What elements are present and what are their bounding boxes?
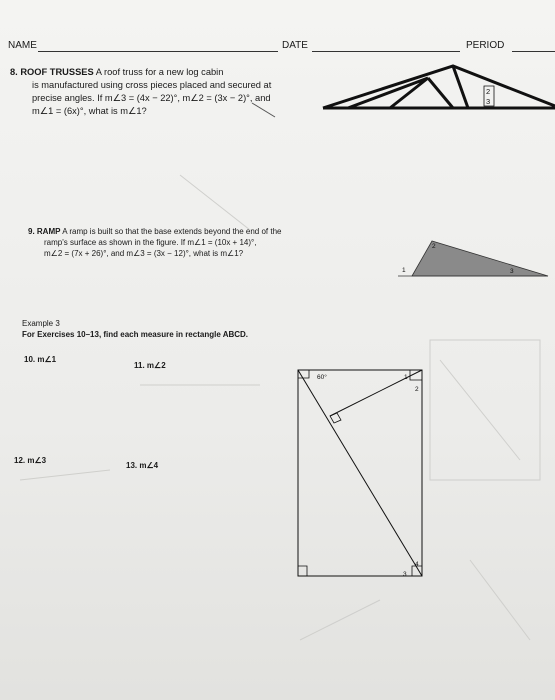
question-12: 12. m∠3 <box>14 456 47 465</box>
ramp-label-3: 3 <box>510 268 514 275</box>
ramp-label-1: 1 <box>402 267 406 274</box>
rect-label-4: 4 <box>415 561 419 568</box>
problem-9-lead: 9. RAMP <box>28 227 61 236</box>
question-10: 10. m∠1 <box>24 355 57 364</box>
example-instructions: For Exercises 10–13, find each measure in rectangle ABCD. <box>22 330 249 339</box>
period-label: PERIOD <box>466 40 505 51</box>
question-13: 13. m∠4 <box>126 461 159 470</box>
problem-8-lead: 8. ROOF TRUSSES <box>10 67 94 77</box>
angle-60-label: 60° <box>317 374 327 381</box>
date-label: DATE <box>282 40 308 51</box>
ramp-label-2: 2 <box>432 243 436 250</box>
problem-8-line-4: m∠1 = (6x)°, what is m∠1? <box>32 106 147 116</box>
truss-label-2: 2 <box>486 87 491 96</box>
problem-8-line-3: precise angles. If m∠3 = (4x − 22)°, m∠2 = (3x − 2)°, and <box>32 93 271 103</box>
rect-label-2: 2 <box>415 386 419 393</box>
name-label: NAME <box>8 40 37 51</box>
rect-label-1: 1 <box>404 374 408 381</box>
rect-label-3: 3 <box>403 571 407 578</box>
example-title: Example 3 <box>22 319 60 328</box>
problem-8-line-1: A roof truss for a new log cabin <box>95 67 224 77</box>
problem-9-line-3: m∠2 = (7x + 26)°, and m∠3 = (3x − 12)°, what is m∠1? <box>44 249 244 258</box>
question-11: 11. m∠2 <box>134 361 166 370</box>
problem-8-line-2: is manufactured using cross pieces placed and secured at <box>32 80 272 90</box>
problem-9-line-2: ramp's surface as shown in the figure. If m∠1 = (10x + 14)°, <box>44 238 257 247</box>
problem-9-line-1: A ramp is built so that the base extends beyond the end of the <box>62 227 282 236</box>
truss-label-3: 3 <box>486 97 491 106</box>
